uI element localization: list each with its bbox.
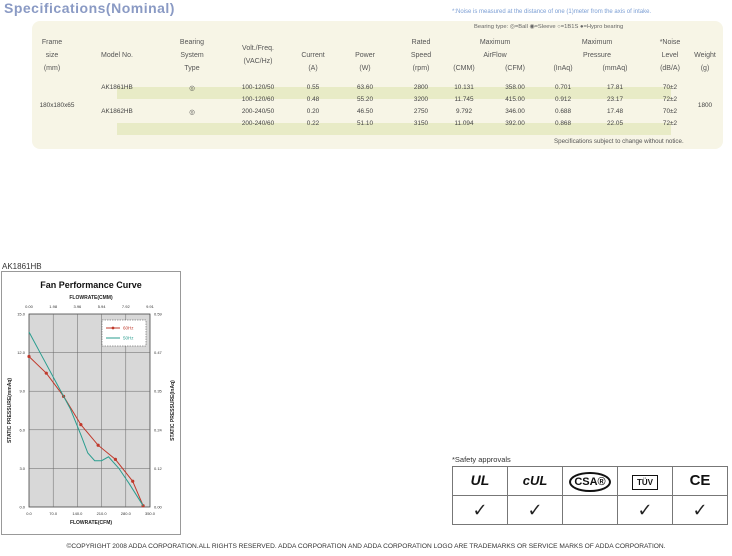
cert-check-row [453, 496, 728, 525]
x-axis-label: FLOWRATE(CFM) [69, 520, 113, 526]
y-tick-label: 3.0 [19, 465, 25, 471]
legend-box [102, 320, 146, 346]
table-cell-inaq: 0.912 [555, 96, 571, 103]
table-cell-current: 0.20 [306, 108, 320, 115]
table-cell-inaq: 0.868 [555, 120, 571, 127]
table-cell-model: AK1862HB [101, 108, 133, 115]
series-point-60Hz [97, 444, 100, 447]
y-right-tick-label: 0.35 [154, 388, 162, 394]
table-cell-volt: 100-120/60 [241, 96, 275, 103]
table-header-cell: Volt./Freq. (VAC/Hz) [242, 45, 274, 65]
table-cell-cfm: 392.00 [505, 120, 525, 127]
cul-logo: cUL [508, 467, 563, 496]
x-tick-label: 70.0 [49, 511, 58, 516]
y-right-tick-label: 0.47 [154, 350, 162, 356]
table-cell-cmm: 9.792 [456, 108, 472, 115]
table-cell-speed: 3150 [413, 120, 429, 127]
spec-footnote: Specifications subject to change without notice. [554, 138, 684, 145]
x-top-axis-label: FLOWRATE(CMM) [69, 295, 113, 301]
series-point-60Hz [27, 355, 30, 358]
copyright-notice: ©COPYRIGHT 2008 ADDA CORPORATION.ALL RIGHTS RESERVED. ADDA CORPORATION AND ADDA CORPORATION LOGO ARE TRADEMARKS OR SERVICE MARKS OF ADDA CORPORATION. [66, 543, 666, 550]
legend-label-60Hz: 60Hz [123, 325, 134, 331]
csa-logo: CSA® [563, 467, 618, 496]
table-cell-speed: 3200 [413, 96, 429, 103]
table-header-cell: Weight (g) [694, 52, 716, 72]
y-tick-label: 15.0 [17, 311, 25, 317]
series-point-60Hz [131, 480, 134, 483]
series-point-60Hz [79, 423, 82, 426]
x-tick-label: 0.0 [26, 511, 32, 516]
table-cell-current: 0.22 [306, 120, 320, 127]
tuv-logo: TÜV [618, 467, 673, 496]
table-cell-current: 0.55 [306, 84, 320, 91]
table-cell-noise: 70±2 [662, 108, 678, 115]
x-top-tick-label: 5.94 [97, 304, 106, 309]
y-tick-label: 9.0 [19, 388, 25, 394]
table-cell-mmaq: 22.05 [607, 120, 623, 127]
y-right-tick-label: 0.59 [154, 311, 162, 317]
table-cell-power: 51.10 [357, 120, 373, 127]
ul-logo: UL [453, 467, 508, 496]
table-cell-mmaq: 17.81 [607, 84, 623, 91]
table-cell-noise: 72±2 [662, 120, 678, 127]
table-cell-noise: 72±2 [662, 96, 678, 103]
table-header-cell: (mmAq) [602, 65, 628, 72]
table-cell-bearing: ◎ [189, 85, 195, 92]
legend-label-50Hz: 50Hz [123, 335, 134, 341]
table-cell-bearing: ◎ [189, 109, 195, 116]
x-top-tick-label: 3.96 [73, 304, 82, 309]
table-header-cell: Bearing System Type [179, 39, 205, 72]
x-tick-label: 350.0 [144, 511, 156, 516]
bearing-legend: Bearing type: ◎=Ball ◉=Sleeve ○=1B1S ●=Hypro bearing [474, 24, 624, 30]
table-cell-noise: 70±2 [662, 84, 678, 91]
table-header-cell: Rated Speed (rpm) [410, 39, 432, 72]
x-tick-label: 210.0 [96, 511, 107, 516]
weight-cell: 1800 [697, 102, 713, 109]
noise-note: *:Noise is measured at the distance of one (1)meter from the axis of intake. [452, 9, 652, 15]
safety-approvals-table [452, 466, 728, 525]
y-right-tick-label: 0.12 [154, 465, 162, 471]
series-point-60Hz [45, 372, 48, 375]
table-cell-mmaq: 17.48 [607, 108, 623, 115]
x-top-tick-label: 0.00 [25, 304, 33, 309]
table-cell-power: 63.60 [357, 84, 373, 91]
table-cell-volt: 200-240/60 [241, 120, 275, 127]
table-header-cell: Maximum Pressure [581, 39, 613, 59]
table-header-cell: (CMM) [453, 65, 475, 72]
x-top-tick-label: 1.98 [49, 304, 58, 309]
ul-check: ✓ [453, 496, 508, 525]
table-cell-cfm: 346.00 [505, 108, 525, 115]
y-right-axis-label: STATIC PRESSURE(InAq) [170, 380, 176, 441]
series-point-60Hz [114, 458, 117, 461]
fan-performance-chart [1, 271, 181, 535]
table-header-cell: Power (W) [355, 52, 375, 72]
tuv-check: ✓ [618, 496, 673, 525]
table-cell-mmaq: 23.17 [607, 96, 623, 103]
ce-check: ✓ [673, 496, 728, 525]
y-axis-label: STATIC PRESSURE(mmAq) [7, 377, 13, 444]
ce-logo: CE [673, 467, 728, 496]
model-heading: AK1861HB [2, 262, 42, 271]
table-header-cell: Model No. [101, 52, 133, 59]
table-cell-power: 55.20 [357, 96, 373, 103]
table-header-cell: Maximum AirFlow [479, 39, 511, 59]
table-cell-cfm: 358.00 [505, 84, 525, 91]
legend-marker-60Hz [112, 327, 115, 330]
table-cell-model: AK1861HB [101, 84, 133, 91]
table-header-cell: Frame size (mm) [41, 39, 63, 72]
table-row-band [117, 123, 671, 135]
table-header-cell: *Noise Level (dB/A) [659, 39, 681, 72]
table-cell-cmm: 11.745 [454, 96, 474, 103]
table-cell-volt: 100-120/50 [241, 84, 275, 91]
y-tick-label: 12.0 [17, 350, 25, 356]
table-header-cell: Current (A) [301, 52, 325, 72]
x-top-tick-label: 7.92 [121, 304, 130, 309]
cul-check: ✓ [508, 496, 563, 525]
table-cell-inaq: 0.688 [555, 108, 571, 115]
chart-title: Fan Performance Curve [40, 280, 142, 290]
table-header-cell: (CFM) [505, 65, 525, 72]
table-cell-cmm: 10.131 [454, 84, 474, 91]
table-header-cell: (InAq) [553, 65, 573, 72]
chart-svg [2, 272, 180, 534]
table-cell-volt: 200-240/50 [241, 108, 275, 115]
table-cell-speed: 2750 [413, 108, 429, 115]
csa-check [563, 496, 618, 525]
y-tick-label: 6.0 [19, 427, 25, 433]
table-cell-power: 46.50 [357, 108, 373, 115]
safety-approvals-title: *Safety approvals [452, 455, 511, 464]
x-tick-label: 280.0 [120, 511, 131, 516]
x-top-tick-label: 9.91 [146, 304, 154, 309]
page-title: Specifications(Nominal) [4, 0, 175, 16]
table-cell-cfm: 415.00 [505, 96, 525, 103]
y-right-tick-label: 0.00 [154, 504, 162, 510]
table-cell-cmm: 11.094 [454, 120, 474, 127]
table-cell-speed: 2800 [413, 84, 429, 91]
y-tick-label: 0.0 [19, 504, 25, 510]
x-tick-label: 140.0 [72, 511, 83, 516]
y-right-tick-label: 0.24 [154, 427, 162, 433]
frame-size-cell: 180x180x65 [39, 102, 75, 109]
table-cell-inaq: 0.701 [555, 84, 571, 91]
cert-logo-row [453, 467, 728, 496]
table-cell-current: 0.48 [306, 96, 320, 103]
